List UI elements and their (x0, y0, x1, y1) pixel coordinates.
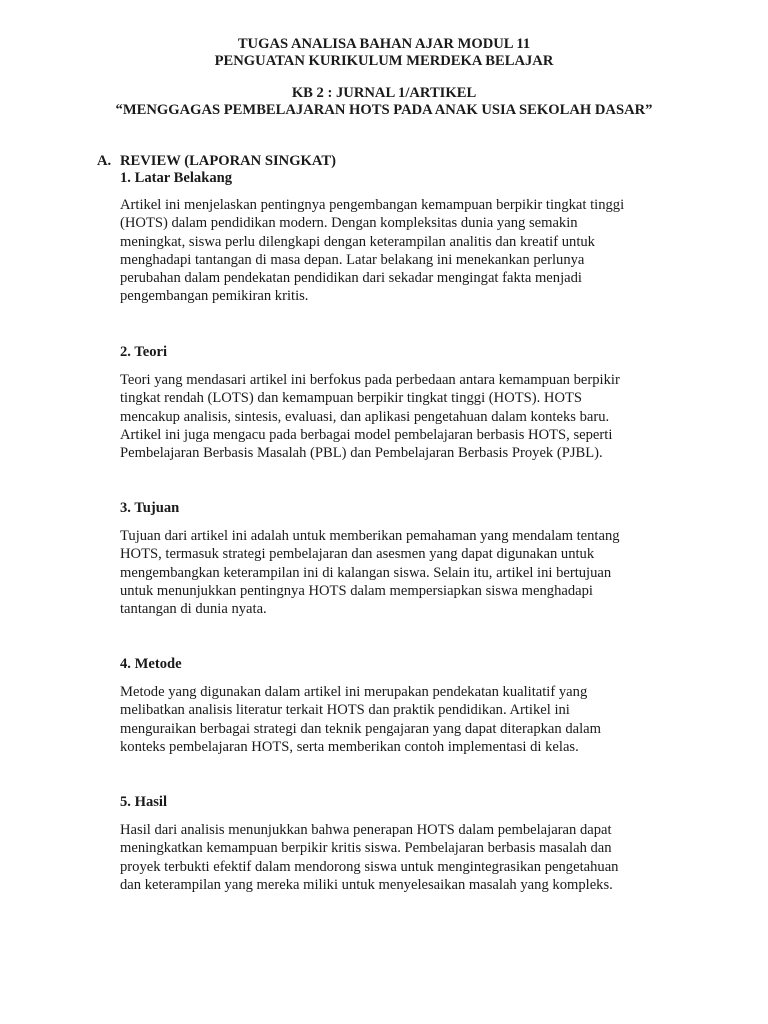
paragraph-line: meningkat, siswa perlu dilengkapi dengan keterampilan analitis dan kreatif untuk (120, 233, 595, 250)
section-title: REVIEW (LAPORAN SINGKAT) (120, 153, 336, 169)
paragraph-line: Tujuan dari artikel ini adalah untuk memberikan pemahaman yang mendalam tentang (120, 528, 620, 544)
paragraph-line: konteks pembelajaran HOTS, serta memberikan contoh implementasi di kelas. (120, 738, 579, 755)
document-title-line-1: TUGAS ANALISA BAHAN AJAR MODUL 11 (237, 36, 531, 52)
paragraph-line: mencakup analisis, sintesis, evaluasi, dan aplikasi pengetahuan dalam konteks baru. (120, 408, 610, 425)
paragraph-line: mengembangkan keterampilan ini di kalangan siswa. Selain itu, artikel ini bertujuan (120, 564, 612, 581)
paragraph-line: Teori yang mendasari artikel ini berfokus pada perbedaan antara kemampuan berpikir (120, 372, 620, 388)
paragraph-line: Artikel ini menjelaskan pentingnya pengembangan kemampuan berpikir tingkat tinggi (120, 197, 625, 213)
paragraph-line: menguraikan berbagai strategi dan teknik pengajaran yang dapat diterapkan dalam (120, 720, 601, 737)
paragraph-hasil (120, 821, 665, 894)
subsection-heading-hasil: 5. Hasil (120, 794, 168, 810)
paragraph-line: Metode yang digunakan dalam artikel ini merupakan pendekatan kualitatif yang (120, 684, 588, 700)
subsection-heading-teori: 2. Teori (120, 344, 168, 360)
paragraph-teori (120, 371, 665, 462)
paragraph-line: dan keterampilan yang mereka miliki untuk menyelesaikan masalah yang kompleks. (120, 876, 613, 893)
paragraph-tujuan (120, 527, 665, 618)
paragraph-line: melibatkan analisis literatur terkait HOTS dan praktik pendidikan. Artikel ini (120, 702, 570, 719)
document-title-line-2: PENGUATAN KURIKULUM MERDEKA BELAJAR (214, 53, 554, 69)
paragraph-line: (HOTS) dalam pendidikan modern. Dengan kompleksitas dunia yang semakin (120, 215, 578, 232)
paragraph-line: untuk menunjukkan pentingnya HOTS dalam mempersiapkan siswa menghadapi (120, 582, 593, 599)
paragraph-line: perubahan dalam pendekatan pendidikan dari sekadar mengingat fakta menjadi (120, 270, 582, 287)
paragraph-line: menghadapi tantangan di masa depan. Latar belakang ini menekankan perlunya (120, 251, 585, 268)
document-subtitle-line-2: “MENGGAGAS PEMBELAJARAN HOTS PADA ANAK USIA SEKOLAH DASAR” (115, 102, 653, 118)
subsection-heading-latar-belakang: 1. Latar Belakang (120, 170, 233, 186)
subsection-heading-metode: 4. Metode (120, 656, 182, 672)
paragraph-line: Hasil dari analisis menunjukkan bahwa penerapan HOTS dalam pembelajaran dapat (120, 822, 612, 838)
paragraph-line: proyek terbukti efektif dalam mendorong siswa untuk mengintegrasikan pengetahuan (120, 858, 619, 875)
paragraph-metode (120, 683, 665, 756)
paragraph-line: tingkat rendah (LOTS) dan kemampuan berpikir tingkat tinggi (HOTS). HOTS (120, 390, 583, 407)
section-letter: A. (97, 153, 112, 169)
paragraph-latar-belakang (120, 196, 665, 306)
paragraph-line: pengembangan pemikiran kritis. (120, 288, 309, 305)
document-subtitle-line-1: KB 2 : JURNAL 1/ARTIKEL (291, 85, 477, 101)
paragraph-line: tantangan di dunia nyata. (120, 601, 267, 618)
paragraph-line: Artikel ini juga mengacu pada berbagai model pembelajaran berbasis HOTS, seperti (120, 426, 613, 443)
subsection-heading-tujuan: 3. Tujuan (120, 500, 180, 516)
paragraph-line: Pembelajaran Berbasis Masalah (PBL) dan Pembelajaran Berbasis Proyek (PJBL). (120, 445, 603, 462)
paragraph-line: meningkatkan kemampuan berpikir kritis siswa. Pembelajaran berbasis masalah dan (120, 840, 612, 857)
paragraph-line: HOTS, termasuk strategi pembelajaran dan asesmen yang dapat digunakan untuk (120, 546, 595, 563)
